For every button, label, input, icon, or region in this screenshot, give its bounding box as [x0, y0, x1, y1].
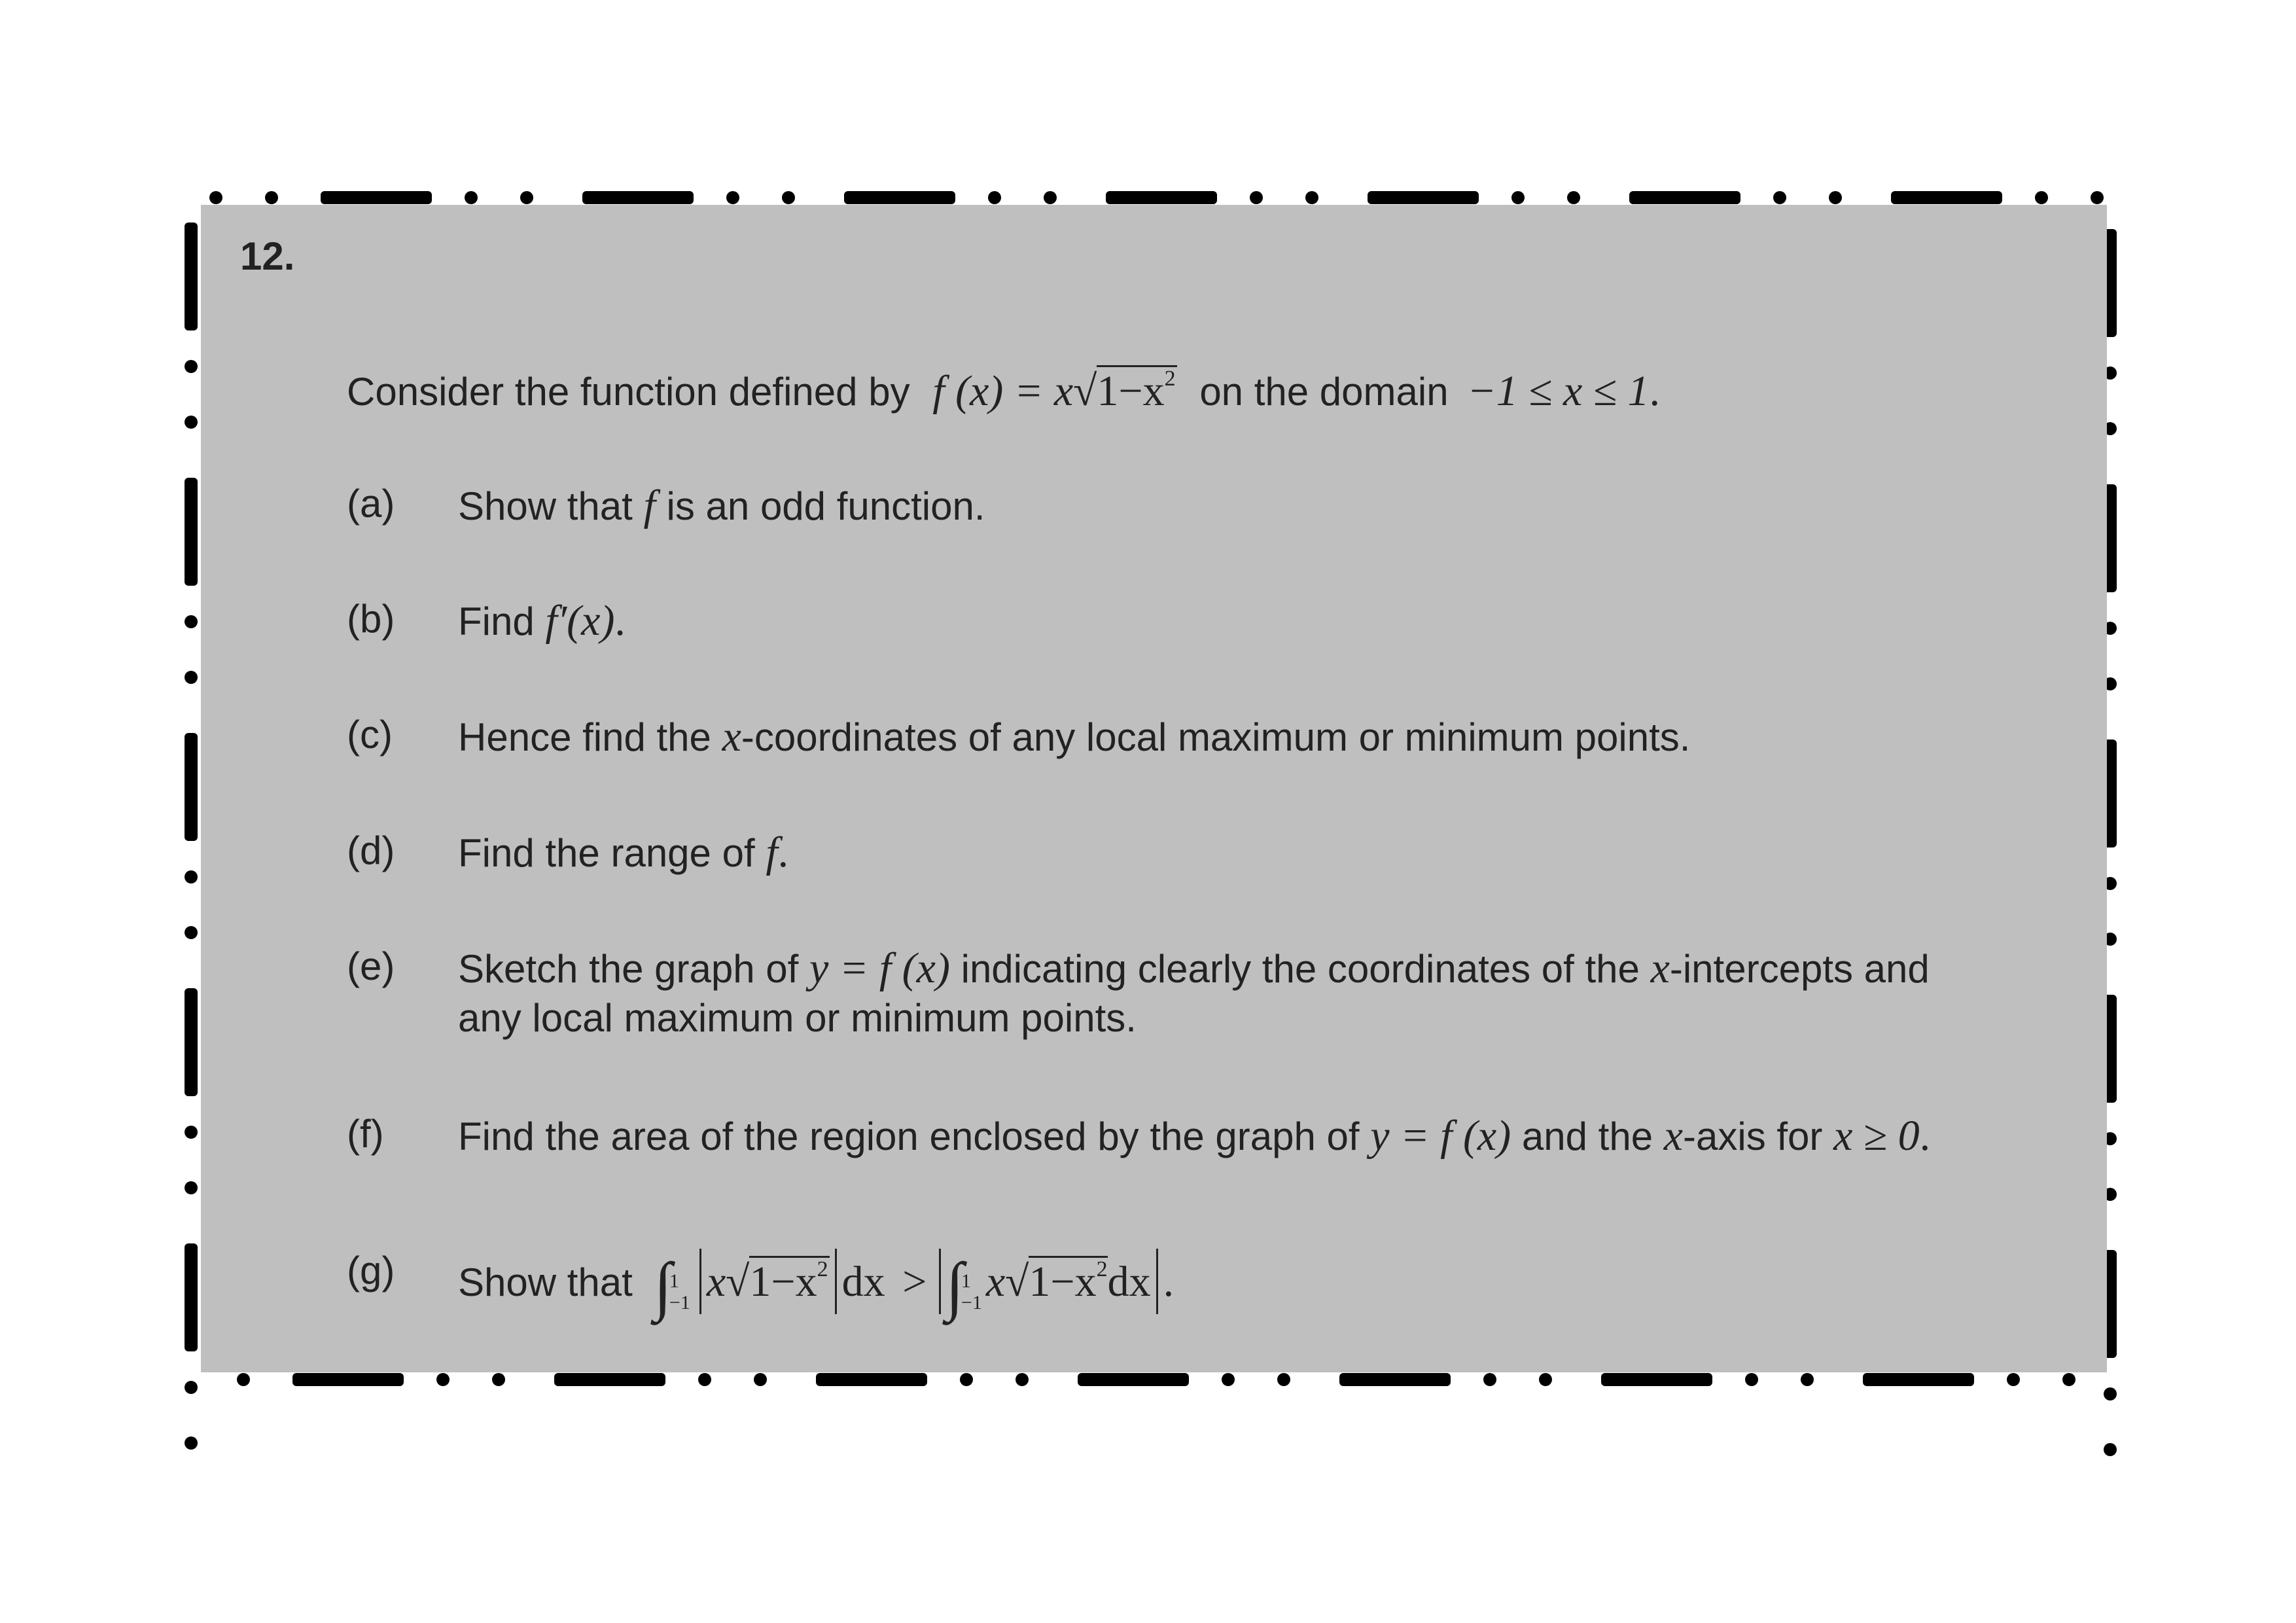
border-dash [185, 733, 198, 841]
border-dot [185, 1436, 198, 1450]
integral-limits-2 [961, 1270, 982, 1313]
border-dash [1863, 1373, 1974, 1386]
part-e-math2: x [1650, 944, 1670, 992]
border-dot [2007, 1373, 2020, 1386]
border-dot [1222, 1373, 1235, 1386]
border-dash [1078, 1373, 1189, 1386]
border-dot [1016, 1373, 1029, 1386]
border-dot [1483, 1373, 1496, 1386]
integral-limits-1 [669, 1270, 690, 1313]
border-dash [185, 988, 198, 1096]
integral-sign-1: ∫ [654, 1249, 672, 1322]
border-dot [185, 416, 198, 429]
intro-end: . [1649, 367, 1661, 415]
part-b-pre: Find [458, 599, 535, 643]
part-f-pre: Find the area of the region enclosed by the graph of [458, 1115, 1360, 1158]
part-g-x-1: x [706, 1258, 726, 1306]
part-b-math: f′(x) [545, 597, 615, 645]
part-d-text [458, 831, 788, 874]
border-dot [185, 926, 198, 939]
part-c-label: (c) [347, 713, 393, 757]
part-g-radicand-1: 1−x [749, 1258, 817, 1306]
border-dot [1305, 191, 1318, 204]
part-e-pre: Sketch the graph of [458, 947, 799, 991]
part-c-pre: Hence find the [458, 715, 711, 759]
border-dot [2104, 1443, 2117, 1456]
border-dot [2091, 191, 2104, 204]
border-dot [1277, 1373, 1290, 1386]
integral-sign-2: ∫ [945, 1249, 964, 1322]
border-dot [698, 1373, 711, 1386]
part-c-text [458, 715, 1690, 758]
part-g-x-2: x [985, 1258, 1006, 1306]
border-dot [237, 1373, 250, 1386]
intro-line: Consider the function defined by f $(x) = x√1-x^2$ on the domain −1 ≤ x ≤ 1. [347, 366, 1661, 415]
integral-upper-1: 1 [669, 1270, 679, 1292]
part-b-text [458, 599, 626, 643]
part-f-label: (f) [347, 1112, 384, 1156]
border-dot [1801, 1373, 1814, 1386]
border-dot [1773, 191, 1786, 204]
border-dash [321, 191, 432, 204]
part-d-pre: Find the range of [458, 831, 755, 875]
integral-upper-2: 1 [961, 1270, 971, 1292]
border-dot [465, 191, 478, 204]
part-a-post: is an odd function. [666, 484, 985, 528]
abs-bar-4 [1156, 1249, 1158, 1314]
border-dot [2062, 1373, 2075, 1386]
border-dot [1044, 191, 1057, 204]
border-dot [185, 870, 198, 883]
part-g-exp-1: 2 [817, 1257, 828, 1281]
part-f-post: and the [1521, 1115, 1653, 1158]
part-b-post: . [614, 597, 626, 645]
part-g-gt: > [902, 1258, 927, 1306]
intro-domain: −1 ≤ x ≤ 1 [1467, 367, 1650, 415]
border-dot [185, 615, 198, 628]
part-a-text [458, 484, 985, 527]
intro-middle: on the domain [1199, 370, 1449, 414]
part-e-post2: -intercepts and [1669, 947, 1930, 991]
part-g-label: (g) [347, 1249, 395, 1293]
part-f-post2: -axis for [1683, 1115, 1823, 1158]
border-dot [2104, 1387, 2117, 1400]
border-dash [844, 191, 955, 204]
part-d-label: (d) [347, 829, 395, 872]
border-dot [1511, 191, 1525, 204]
border-dot [265, 191, 278, 204]
intro-prefix: Consider the function defined by [347, 370, 910, 414]
part-g-exp-2: 2 [1096, 1257, 1108, 1281]
part-f-math3: x ≥ 0 [1833, 1112, 1920, 1160]
border-dot [782, 191, 795, 204]
border-dot [185, 1381, 198, 1394]
border-dot [1250, 191, 1263, 204]
border-dot [209, 191, 222, 204]
part-g-pre: Show that [458, 1260, 633, 1304]
border-dot [436, 1373, 450, 1386]
border-dash [1339, 1373, 1451, 1386]
part-e-label: (e) [347, 944, 395, 988]
border-dot [520, 191, 533, 204]
border-dash [1891, 191, 2002, 204]
part-f-end: . [1919, 1112, 1931, 1160]
border-dash [816, 1373, 927, 1386]
border-dot [185, 671, 198, 684]
part-c-math: x [722, 713, 741, 760]
part-g-end: . [1163, 1258, 1174, 1306]
border-dash [1601, 1373, 1712, 1386]
part-a-label: (a) [347, 482, 395, 526]
border-dash [554, 1373, 665, 1386]
abs-bar-3 [939, 1249, 941, 1314]
integral-lower-1: −1 [669, 1292, 690, 1313]
intro-function-lhs: f (x) = x [932, 367, 1074, 415]
border-dot [1745, 1373, 1758, 1386]
part-e-post: indicating clearly the coordinates of the [961, 947, 1640, 991]
border-dash [582, 191, 694, 204]
part-a-math: f [643, 482, 656, 529]
border-dot [726, 191, 739, 204]
integral-lower-2: −1 [961, 1292, 982, 1313]
border-dot [2035, 191, 2048, 204]
border-dot [1567, 191, 1580, 204]
border-dot [185, 1181, 198, 1194]
border-dash [292, 1373, 404, 1386]
border-dot [492, 1373, 505, 1386]
border-dot [960, 1373, 973, 1386]
part-e-text-line1 [458, 944, 1930, 992]
part-c-post: -coordinates of any local maximum or minimum points. [741, 715, 1691, 759]
question-number: 12. [240, 234, 295, 278]
border-dash [185, 1243, 198, 1351]
part-g-radicand-2: 1−x [1029, 1258, 1097, 1306]
border-dot [1539, 1373, 1552, 1386]
part-f-text [458, 1112, 1931, 1160]
border-dash [1629, 191, 1740, 204]
border-dot [185, 1126, 198, 1139]
abs-bar-1 [699, 1249, 701, 1314]
border-dash [1106, 191, 1217, 204]
part-a-pre: Show that [458, 484, 633, 528]
border-dot [185, 360, 198, 373]
part-g-dx-1: dx [841, 1258, 885, 1306]
part-d-math: f [766, 829, 778, 876]
border-dot [1829, 191, 1842, 204]
part-d-post: . [777, 829, 789, 876]
part-f-math2: x [1663, 1112, 1684, 1160]
intro-exponent: 2 [1164, 366, 1176, 391]
abs-bar-2 [835, 1249, 837, 1314]
border-dot [988, 191, 1001, 204]
border-dash [185, 478, 198, 586]
part-e-math: y = f (x) [809, 944, 950, 992]
part-g-dx-2: dx [1107, 1258, 1151, 1306]
border-dot [754, 1373, 767, 1386]
part-g-text: Show that ∫1 −1 $x√1-x^2$ dx > ∫1 $-1x√1-x^2dx$ . [458, 1249, 1174, 1322]
part-f-math: y = f (x) [1370, 1112, 1511, 1160]
intro-radicand: 1−x [1097, 367, 1165, 415]
border-dash [1368, 191, 1479, 204]
part-b-label: (b) [347, 597, 395, 641]
border-dash [185, 223, 198, 330]
part-e-text-line2: any local maximum or minimum points. [458, 996, 1137, 1040]
